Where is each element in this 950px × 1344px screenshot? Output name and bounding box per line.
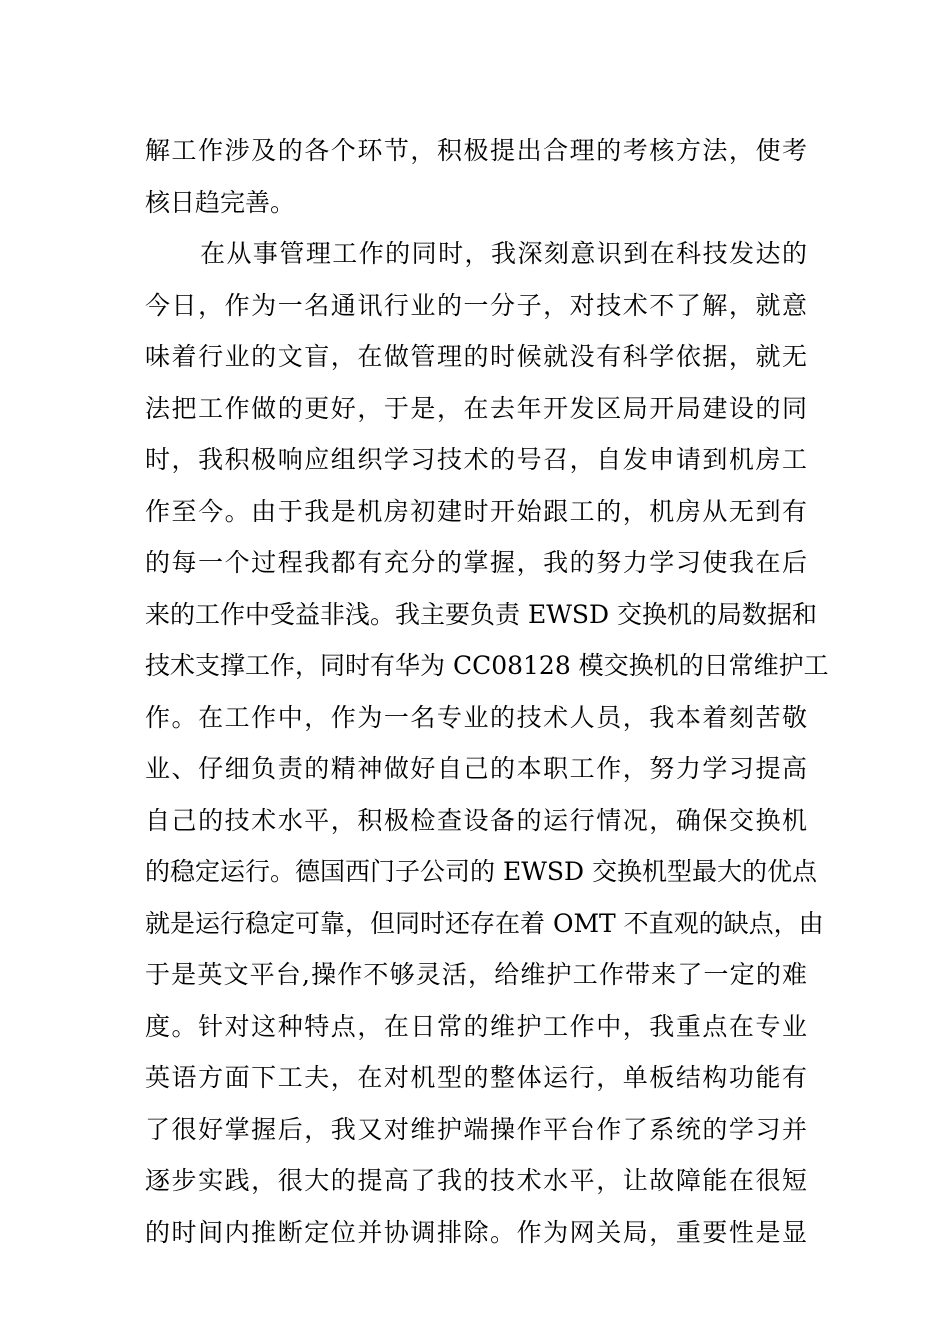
text-line: 的时间内推断定位并协调排除。作为网关局，重要性是显 (145, 1217, 807, 1247)
text-line: 解工作涉及的各个环节，积极提出合理的考核方法，使考 (145, 136, 807, 165)
text-line: 技术支撑工作，同时有华为 CC08128 模交换机的日常维护工 (145, 651, 829, 680)
text-line: 核日趋完善。 (145, 187, 296, 217)
text-line: 度。针对这种特点，在日常的维护工作中，我重点在专业 (145, 1011, 807, 1041)
text-line: 英语方面下工夫，在对机型的整体运行，单板结构功能有 (145, 1063, 807, 1092)
text-line: 就是运行稳定可靠，但同时还存在着 OMT 不直观的缺点，由 (145, 908, 824, 938)
text-line: 的每一个过程我都有充分的掌握，我的努力学习使我在后 (145, 548, 807, 577)
text-line: 来的工作中受益非浅。我主要负责 EWSD 交换机的局数据和 (145, 599, 818, 629)
text-line: 业、仔细负责的精神做好自己的本职工作，努力学习提高 (145, 754, 807, 783)
text-line: 时，我积极响应组织学习技术的号召，自发申请到机房工 (145, 445, 807, 474)
body-text (145, 125, 829, 1258)
text-line: 作至今。由于我是机房初建时开始跟工的，机房从无到有 (145, 496, 807, 526)
text-line: 作。在工作中，作为一名专业的技术人员，我本着刻苦敬 (145, 702, 807, 732)
text-line: 自己的技术水平，积极检查设备的运行情况，确保交换机 (145, 805, 807, 835)
text-line: 于是英文平台,操作不够灵活，给维护工作带来了一定的难 (145, 960, 807, 989)
text-line: 味着行业的文盲，在做管理的时候就没有科学依据，就无 (145, 342, 807, 371)
text-line: 法把工作做的更好，于是，在去年开发区局开局建设的同 (145, 393, 807, 423)
text-line: 今日，作为一名通讯行业的一分子，对技术不了解，就意 (145, 290, 807, 320)
text-line: 的稳定运行。德国西门子公司的 EWSD 交换机型最大的优点 (145, 857, 818, 886)
text-line: 了很好掌握后，我又对维护端操作平台作了系统的学习并 (145, 1114, 807, 1144)
text-line: 在从事管理工作的同时，我深刻意识到在科技发达的 (200, 239, 807, 268)
text-line: 逐步实践，很大的提高了我的技术水平，让故障能在很短 (145, 1166, 807, 1195)
